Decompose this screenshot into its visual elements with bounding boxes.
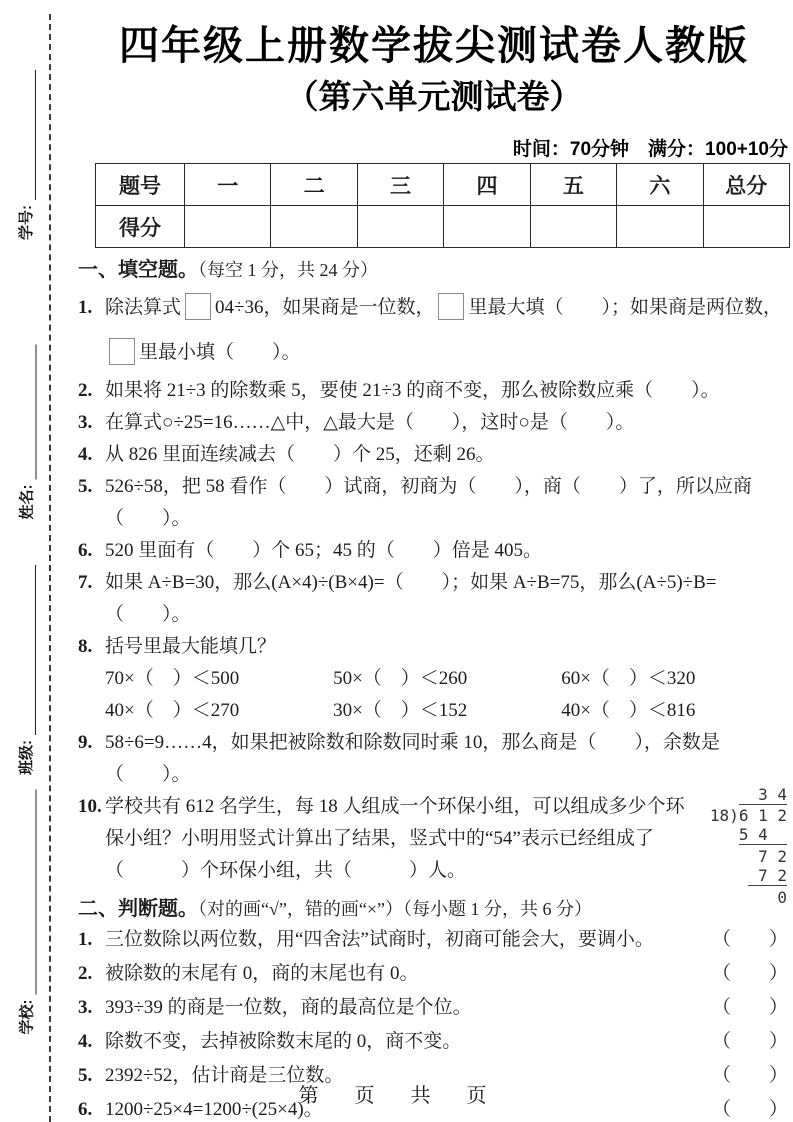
- division-work-1: 5 4: [738, 825, 768, 844]
- score-table-cell-1: 一: [185, 164, 271, 206]
- question-3-number: 3.: [78, 412, 93, 433]
- section1-title: 一、填空题。: [78, 259, 198, 281]
- question-8-row-1: [78, 663, 790, 695]
- student-id-blank-line: [20, 70, 36, 200]
- question-8-number: 8.: [78, 636, 93, 657]
- class-label: 班级:: [18, 740, 35, 775]
- division-main-row: [700, 804, 787, 825]
- question-1-seg2: 04÷36，如果商是一位数，: [215, 297, 435, 318]
- long-division-figure: [700, 785, 787, 907]
- judgement-5-answer-blank: （ ）: [711, 1065, 788, 1086]
- sidebar-field-student-id: [12, 70, 36, 240]
- judgement-4-text: 除数不变，去掉被除数末尾的 0，商不变。: [105, 1031, 462, 1052]
- score-table-score-row: [96, 206, 790, 248]
- name-blank-line: [21, 345, 37, 480]
- judgement-item-2: [78, 958, 790, 990]
- question-2-text: 如果将 21÷3 的除数乘 5，要使 21÷3 的商不变，那么被除数应乘（ ）。: [105, 380, 720, 401]
- question-10-text: 学校共有 612 名学生，每 18 人组成一个环保小组，可以组成多少个环保小组？小明用竖式计算出了结果，竖式中的“54”表示已经组成了（ ）个环保小组，共（ ）人。: [105, 796, 685, 881]
- question-8-text: 括号里最大能填几？: [105, 636, 277, 657]
- judgement-3-number: 3.: [78, 997, 93, 1018]
- question-4-number: 4.: [78, 444, 93, 465]
- question-8: [78, 631, 790, 663]
- question-6-number: 6.: [78, 540, 93, 561]
- judgement-6-number: 6.: [78, 1099, 93, 1120]
- question-9-number: 9.: [78, 732, 93, 753]
- inequality: 40×（ ）＜816: [561, 700, 696, 721]
- question-6: [78, 535, 790, 567]
- judgement-5-number: 5.: [78, 1065, 93, 1086]
- school-blank-line: [21, 790, 37, 995]
- judgement-1-answer-blank: （ ）: [711, 929, 788, 950]
- question-3-text: 在算式○÷25=16……△中，△最大是（ ），这时○是（ ）。: [105, 412, 635, 433]
- judgement-6-answer-blank: （ ）: [711, 1099, 788, 1120]
- question-1: [78, 285, 790, 375]
- score-cell-empty: [271, 206, 357, 248]
- question-9-text: 58÷6=9……4，如果把被除数和除数同时乘 10，那么商是（ ），余数是（ ）。: [105, 732, 720, 785]
- judgement-3-text: 393÷39 的商是一位数，商的最高位是个位。: [105, 997, 472, 1018]
- section1-note: （每空 1 分，共 24 分）: [198, 260, 378, 280]
- blank-box: [438, 293, 464, 320]
- score-cell-empty: [185, 206, 271, 248]
- question-5-number: 5.: [78, 476, 93, 497]
- question-10-number: 10.: [78, 796, 102, 817]
- dashed-cut-line: [49, 14, 51, 1122]
- division-work-2: 7 2: [758, 847, 787, 866]
- question-6-text: 520 里面有（ ）个 65；45 的（ ）倍是 405。: [105, 540, 543, 561]
- page-footer: 第 页 共 页: [298, 1085, 495, 1107]
- question-1-number: 1.: [78, 297, 93, 318]
- judgement-item-3: [78, 992, 790, 1024]
- inequality: 40×（ ）＜270: [105, 700, 240, 721]
- inequality: 50×（ ）＜260: [333, 668, 468, 689]
- question-4: [78, 439, 790, 471]
- judgement-3-answer-blank: （ ）: [711, 997, 788, 1018]
- judgement-4-answer-blank: （ ）: [711, 1031, 788, 1052]
- score-table-cell-3: 三: [357, 164, 443, 206]
- question-10: [78, 785, 790, 907]
- score-table-cell-total: 总分: [703, 164, 789, 206]
- question-7: [78, 567, 790, 631]
- score-cell-empty: [530, 206, 616, 248]
- section2-title: 二、判断题。: [78, 898, 198, 920]
- question-3: [78, 407, 790, 439]
- division-result: 0: [777, 888, 787, 907]
- class-blank-line: [20, 565, 36, 735]
- name-label: 姓名:: [18, 484, 36, 520]
- question-5-text: 526÷58，把 58 看作（ ）试商，初商为（ ），商（ ）了，所以应商（ ）。: [105, 476, 752, 529]
- score-table-cell-5: 五: [530, 164, 616, 206]
- judgement-item-4: [78, 1026, 790, 1058]
- score-cell-empty: [617, 206, 703, 248]
- question-8-row-2: [78, 695, 790, 727]
- question-5: [78, 471, 790, 535]
- blank-box: [109, 338, 135, 365]
- inequality: 70×（ ）＜500: [105, 668, 240, 689]
- inequality: 30×（ ）＜152: [333, 700, 468, 721]
- division-dividend: 6 1 2: [738, 806, 787, 825]
- score-cell-empty: [444, 206, 530, 248]
- score-table-cell-label: 题号: [96, 164, 185, 206]
- judgement-item-1: [78, 924, 790, 956]
- sidebar-field-school: [13, 790, 37, 1035]
- judgement-2-answer-blank: （ ）: [711, 963, 788, 984]
- division-quotient: 3 4: [758, 785, 787, 804]
- question-2: [78, 375, 790, 407]
- score-cell-empty: [357, 206, 443, 248]
- sidebar-field-class: [12, 565, 36, 775]
- question-1-seg1: 除法算式: [105, 297, 182, 318]
- score-table-cell-4: 四: [444, 164, 530, 206]
- time-score-note: 时间：70分钟 满分：100+10分: [512, 139, 788, 160]
- score-row-label: 得分: [96, 206, 185, 248]
- question-7-number: 7.: [78, 572, 93, 593]
- question-1-seg4: 里最小填（ ）。: [139, 342, 301, 363]
- judgement-6-text: 1200÷25×4=1200÷(25×4)。: [105, 1099, 323, 1120]
- question-7-text: 如果 A÷B=30，那么(A×4)÷(B×4)=（ ）；如果 A÷B=75，那么(A÷5)÷B=（ ）。: [105, 572, 717, 625]
- question-9: [78, 727, 790, 791]
- blank-box: [185, 293, 211, 320]
- score-table-header-row: [96, 164, 790, 206]
- division-bracket: ): [729, 806, 739, 825]
- judgement-1-text: 三位数除以两位数，用“四舍法”试商时，初商可能会大，要调小。: [105, 929, 654, 950]
- page-title: 四年级上册数学拔尖测试卷人教版: [119, 24, 749, 68]
- question-2-number: 2.: [78, 380, 93, 401]
- score-table: [95, 163, 790, 248]
- score-table-cell-2: 二: [271, 164, 357, 206]
- page-subtitle: （第六单元测试卷）: [285, 78, 583, 115]
- student-id-label: 学号:: [18, 205, 35, 240]
- question-4-text: 从 826 里面连续减去（ ）个 25，还剩 26。: [105, 444, 495, 465]
- division-divisor: 18: [709, 806, 730, 825]
- score-table-cell-6: 六: [617, 164, 703, 206]
- section1-heading: [78, 255, 790, 285]
- judgement-2-number: 2.: [78, 963, 93, 984]
- judgement-4-number: 4.: [78, 1031, 93, 1052]
- score-cell-empty: [703, 206, 789, 248]
- judgement-5-text: 2392÷52，估计商是三位数。: [105, 1065, 344, 1086]
- judgement-1-number: 1.: [78, 929, 93, 950]
- section2-note: （对的画“√”，错的画“×”）（每小题 1 分，共 6 分）: [198, 899, 592, 919]
- inequality: 60×（ ）＜320: [561, 668, 696, 689]
- question-1-seg3: 里最大填（ ）；如果商是两位数，: [468, 297, 782, 318]
- main-content: [78, 0, 790, 1122]
- division-work-3: 7 2: [758, 866, 787, 885]
- sidebar-field-name: [13, 345, 37, 520]
- school-label: 学校:: [18, 999, 36, 1035]
- judgement-2-text: 被除数的末尾有 0，商的末尾也有 0。: [105, 963, 419, 984]
- section2-heading: [78, 894, 790, 924]
